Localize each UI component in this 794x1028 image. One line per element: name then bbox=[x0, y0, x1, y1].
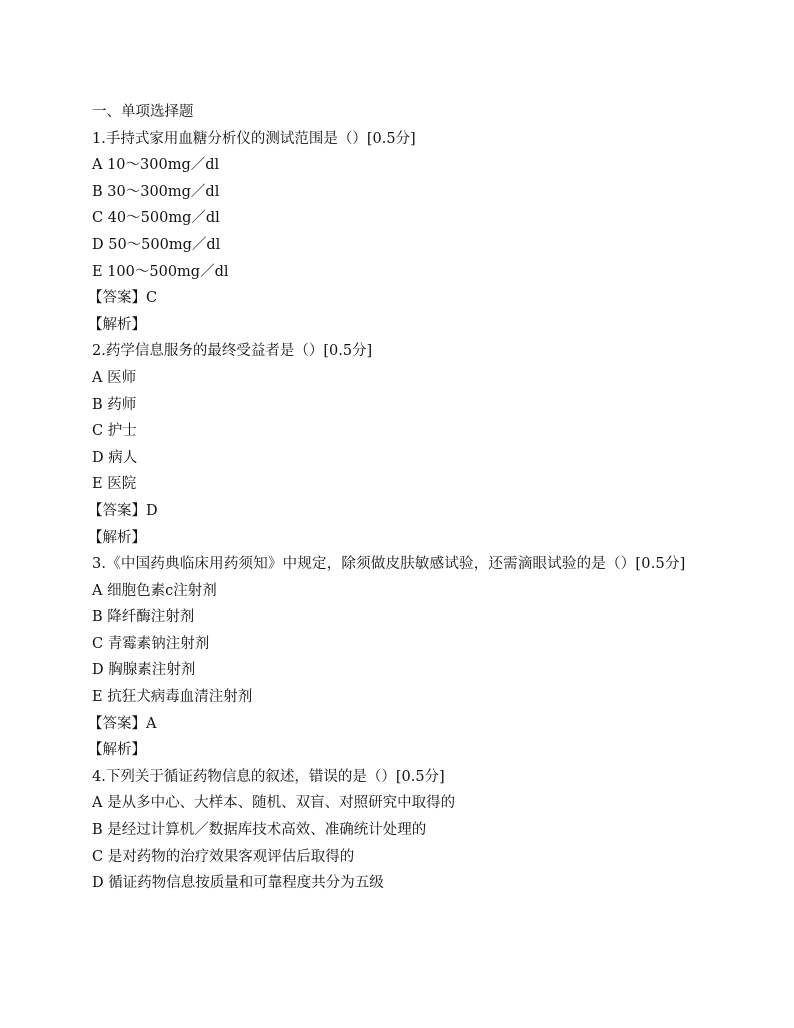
explanation: 【解析】 bbox=[88, 742, 146, 759]
option-c: C 护士 bbox=[92, 423, 137, 440]
option-d: D 循证药物信息按质量和可靠程度共分为五级 bbox=[92, 875, 384, 892]
answer: 【答案】C bbox=[88, 290, 158, 307]
option-a: A 10～300mg／dl bbox=[92, 157, 220, 174]
option-b: B 是经过计算机／数据库技术高效、准确统计处理的 bbox=[92, 822, 427, 839]
option-c: C 40～500mg／dl bbox=[92, 210, 220, 227]
explanation: 【解析】 bbox=[88, 529, 146, 546]
option-a: A 是从多中心、大样本、随机、双盲、对照研究中取得的 bbox=[92, 795, 456, 812]
option-c: C 青霉素钠注射剂 bbox=[92, 635, 210, 652]
answer: 【答案】A bbox=[88, 715, 157, 732]
question-stem: 2.药学信息服务的最终受益者是（）[0.5分] bbox=[92, 343, 373, 360]
option-d: D 50～500mg／dl bbox=[92, 236, 221, 253]
option-c: C 是对药物的治疗效果客观评估后取得的 bbox=[92, 848, 355, 865]
option-a: A 医师 bbox=[92, 369, 137, 386]
explanation: 【解析】 bbox=[88, 316, 146, 333]
option-b: B 药师 bbox=[92, 396, 137, 413]
question-stem: 3.《中国药典临床用药须知》中规定，除须做皮肤敏感试验，还需滴眼试验的是（）[0.5分] bbox=[92, 556, 686, 573]
option-a: A 细胞色素c注射剂 bbox=[92, 582, 217, 599]
option-e: E 抗狂犬病毒血清注射剂 bbox=[92, 689, 253, 706]
option-e: E 100～500mg／dl bbox=[92, 263, 229, 280]
question-stem: 1.手持式家用血糖分析仪的测试范围是（）[0.5分] bbox=[92, 130, 416, 147]
section-title: 一、单项选择题 bbox=[92, 104, 194, 120]
question-1 bbox=[88, 126, 712, 339]
exam-page bbox=[88, 99, 712, 897]
option-b: B 30～300mg／dl bbox=[92, 183, 220, 200]
question-stem: 4.下列关于循证药物信息的叙述，错误的是（）[0.5分] bbox=[92, 768, 445, 785]
option-d: D 病人 bbox=[92, 449, 138, 466]
option-b: B 降纤酶注射剂 bbox=[92, 609, 195, 626]
answer: 【答案】D bbox=[88, 502, 158, 519]
question-3 bbox=[88, 551, 712, 764]
option-d: D 胸腺素注射剂 bbox=[92, 662, 196, 679]
question-2 bbox=[88, 338, 712, 551]
option-e: E 医院 bbox=[92, 476, 137, 493]
question-4 bbox=[92, 764, 712, 897]
